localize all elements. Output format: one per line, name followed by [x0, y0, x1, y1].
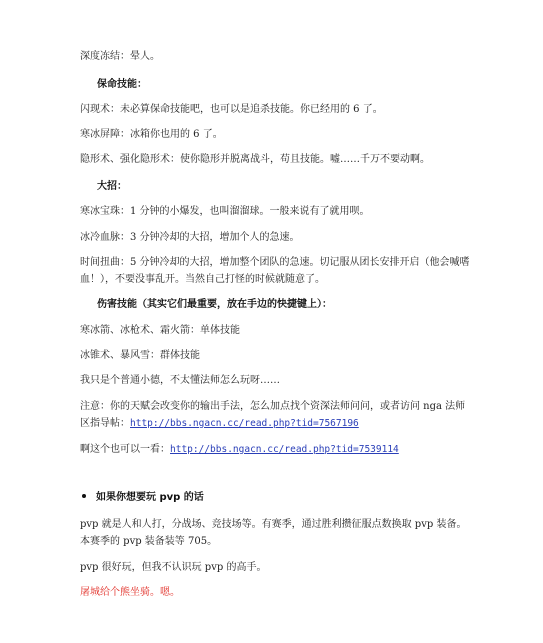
confused-line: 我只是个普通小德，不太懂法师怎么玩呀……	[80, 375, 280, 386]
pvp-bullet-label: 如果你想要玩 pvp 的话	[96, 492, 204, 503]
survival-skills-heading: 保命技能：	[97, 79, 147, 90]
time-warp-paragraph: 时间扭曲：5 分钟冷却的大招，增加整个团队的急速。切记服从团长安排开启（他会喊嗜血！），不要没事乱开。当然自己打怪的时候就随意了。	[80, 257, 470, 285]
invisibility-line: 隐形术、强化隐形术：使你隐形并脱离战斗，苟且技能。嘘……千万不要动啊。	[80, 154, 430, 165]
red-note-line: 屠城给个熊坐骑。嗯。	[80, 587, 180, 598]
note-paragraph	[80, 398, 470, 432]
nga-guide-link[interactable]: http://bbs.ngacn.cc/read.php?tid=7567196	[130, 418, 359, 429]
single-target-line: 寒冰箭、冰枪术、霜火箭：单体技能	[80, 325, 240, 336]
nga-extra-link[interactable]: http://bbs.ngacn.cc/read.php?tid=7539114	[170, 444, 399, 455]
note-text: 注意：你的天赋会改变你的输出手法，怎么加点找个资深法师问问，或者访问 nga 法师区指导帖：	[80, 401, 466, 429]
pvp-fun-line: pvp 很好玩，但我不认识玩 pvp 的高手。	[80, 562, 267, 573]
damage-skills-heading: 伤害技能（其实它们最重要，放在手边的快捷键上）：	[97, 299, 332, 310]
aoe-line: 冰锥术、暴风雪：群体技能	[80, 350, 200, 361]
deep-freeze-line: 深度冻结：晕人。	[80, 51, 160, 62]
pvp-description-paragraph: pvp 就是人和人打，分战场、竞技场等。有赛季，通过胜利攒征服点数换取 pvp 装备。本赛季的 pvp 装备装等 705。	[80, 519, 467, 547]
icy-veins-line: 冰冷血脉：3 分钟冷却的大招，增加个人的急速。	[80, 232, 300, 243]
also-see-text: 啊这个也可以一看：	[80, 444, 170, 455]
pvp-bullet-item	[80, 489, 204, 506]
also-see-paragraph	[80, 441, 470, 458]
frozen-orb-line: 寒冰宝珠：1 分钟的小爆发，也叫溜溜球。一般来说有了就用呗。	[80, 206, 370, 217]
bullet-icon	[82, 494, 86, 498]
big-skills-heading: 大招：	[97, 181, 127, 192]
ice-barrier-line: 寒冰屏障：冰箱你也用的 6 了。	[80, 129, 223, 140]
blink-line: 闪现术：未必算保命技能吧，也可以是追杀技能。你已经用的 6 了。	[80, 104, 383, 115]
